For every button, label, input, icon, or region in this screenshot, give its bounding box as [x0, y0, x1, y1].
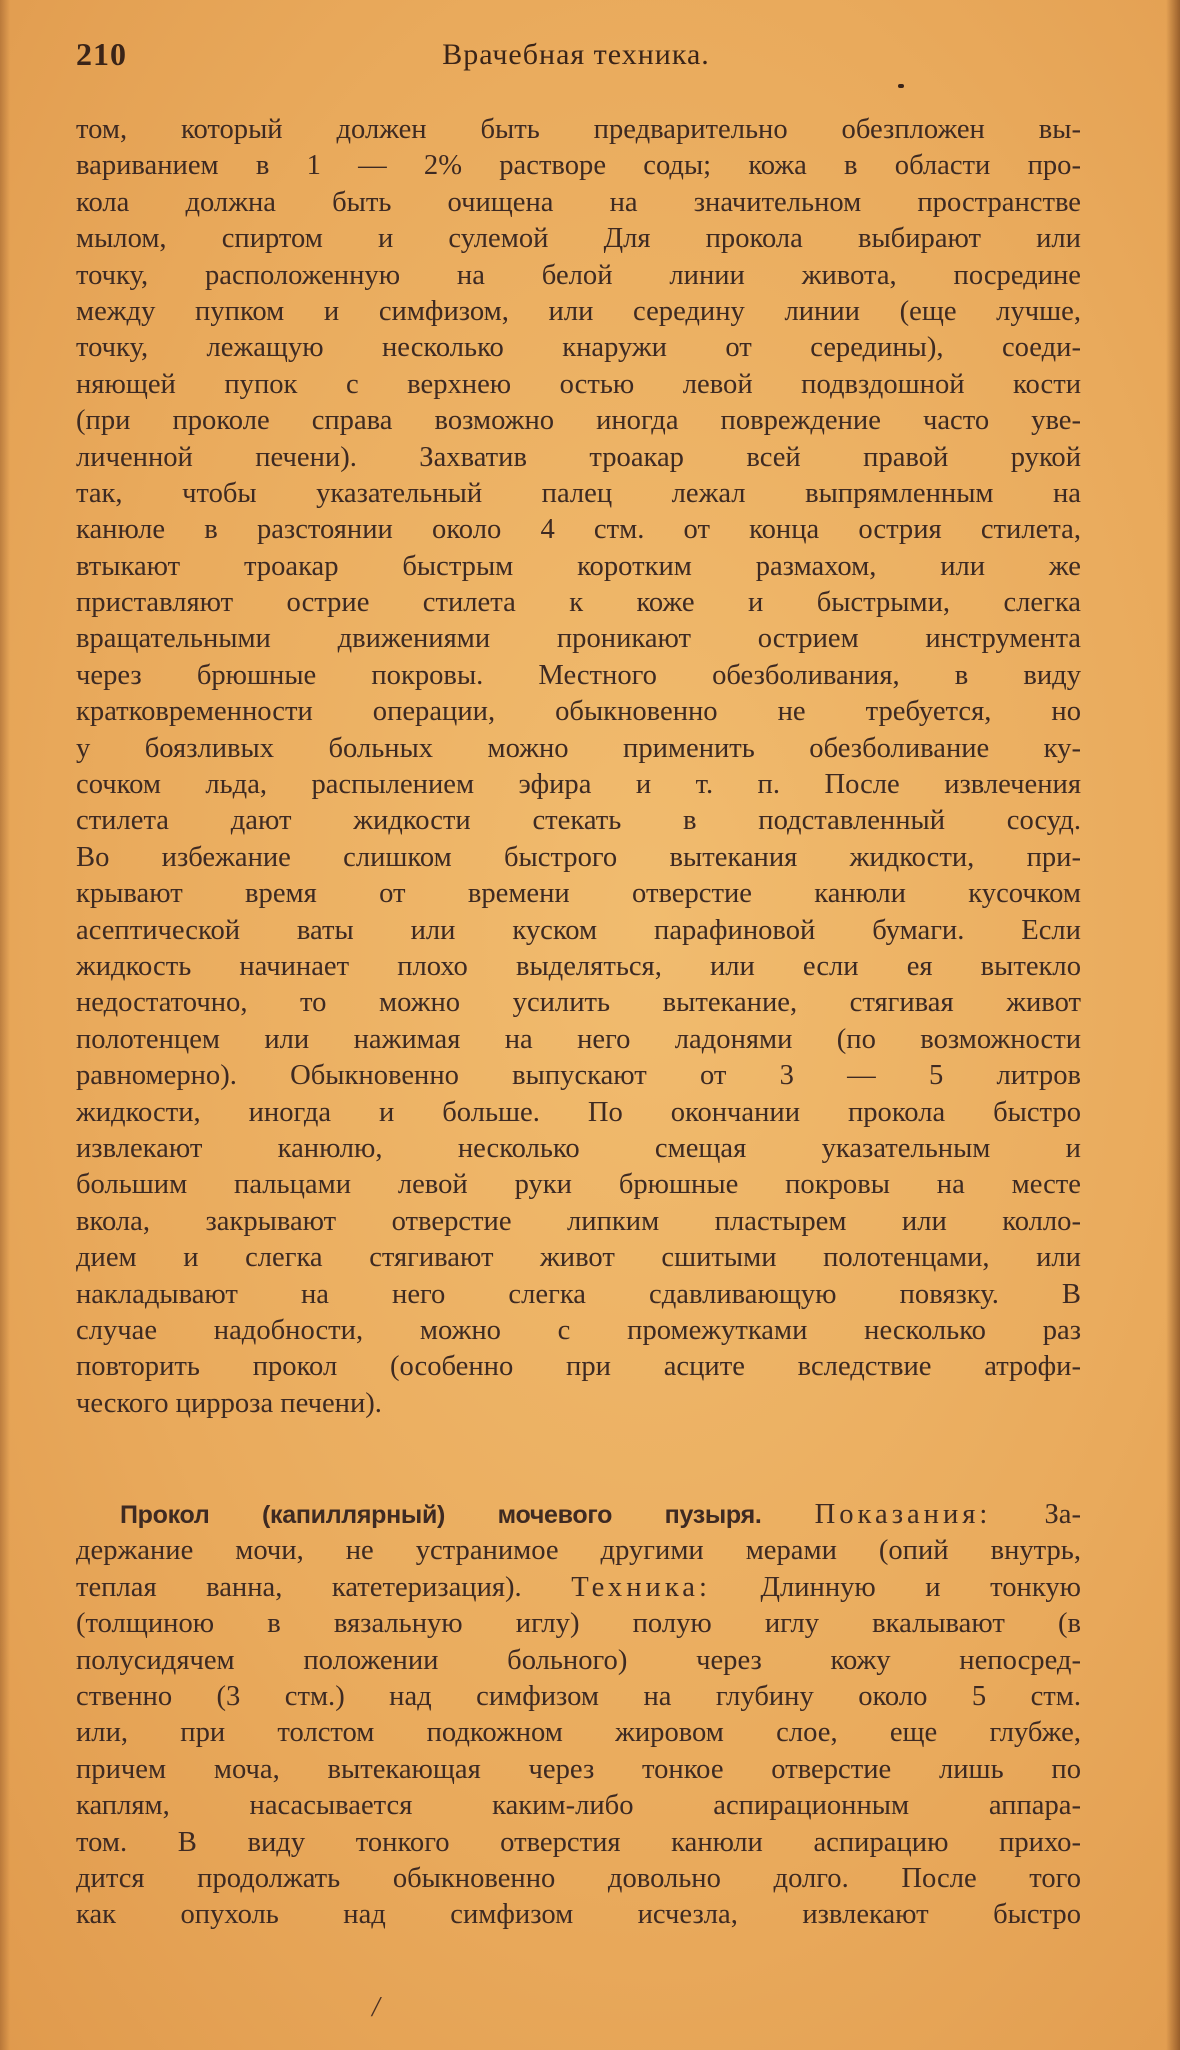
- text-line: кратковременности операции, обыкновенно не требуется, но: [76, 696, 1081, 728]
- text-line: [76, 1497, 1081, 1533]
- text-line: приставляют острие стилета к коже и быстрыми, слегка: [76, 587, 1081, 619]
- text-line: ственно (3 стм.) над симфизом на глубину около 5 стм.: [76, 1680, 1081, 1712]
- text-line: ческого цирроза печени).: [76, 1387, 382, 1419]
- text-line: недостаточно, то можно усилить вытекание, стягивая живот: [76, 987, 1081, 1019]
- text-run: За-: [1044, 1499, 1081, 1530]
- text-line: или, при толстом подкожном жировом слое, еще глубже,: [76, 1717, 1081, 1749]
- text-line: равномерно). Обыкновенно выпускают от 3 — 5 литров: [76, 1060, 1081, 1092]
- paragraph-1: [76, 112, 1081, 1422]
- text-line: между пупком и симфизом, или середину линии (еще лучше,: [76, 295, 1081, 327]
- text-line: [76, 1570, 1081, 1606]
- text-line: кола должна быть очищена на значительном пространстве: [76, 186, 1081, 218]
- text-line: каплям, насасывается каким-либо аспирационным аппара-: [76, 1790, 1081, 1822]
- text-line: полусидячем положении больного) через кожу непосред-: [76, 1644, 1081, 1676]
- footer-mark: /: [372, 1992, 380, 2023]
- text-line: стилета дают жидкости стекать в подставленный сосуд.: [76, 805, 1081, 837]
- label-indications: Показания:: [814, 1499, 992, 1530]
- text-line: канюле в разстоянии около 4 стм. от конца острия стилета,: [76, 514, 1081, 546]
- text-line: жидкости, иногда и больше. По окончании прокола быстро: [76, 1096, 1081, 1128]
- text-line: случае надобности, можно с промежутками несколько раз: [76, 1314, 1081, 1346]
- text-line: вращательными движениями проникают острием инструмента: [76, 623, 1081, 655]
- text-line: личенной печени). Захватив троакар всей правой рукой: [76, 441, 1081, 473]
- text-line: извлекают канюлю, несколько смещая указательным и: [76, 1132, 1081, 1164]
- text-line: через брюшные покровы. Местного обезболивания, в виду: [76, 659, 1081, 691]
- text-line: крывают время от времени отверстие канюли кусочком: [76, 878, 1081, 910]
- text-line: том, который должен быть предварительно обезпложен вы-: [76, 114, 1081, 145]
- label-technique: Техника:: [571, 1571, 711, 1603]
- text-line: точку, расположенную на белой линии живота, посредине: [76, 259, 1081, 291]
- text-line: повторить прокол (особенно при асците вследствие атрофи-: [76, 1351, 1081, 1383]
- text-run: теплая ванна, катетеризация).: [76, 1571, 522, 1603]
- text-line: жидкость начинает плохо выделяться, или если ея вытекло: [76, 950, 1081, 982]
- ink-speck: [898, 84, 904, 88]
- text-line: мылом, спиртом и сулемой Для прокола выбирают или: [76, 223, 1081, 255]
- section-heading: Прокол (капиллярный) мочевого пузыря.: [120, 1501, 762, 1529]
- page-header: [76, 36, 1076, 80]
- text-line: (толщиною в вязальную иглу) полую иглу вкалывают (в: [76, 1608, 1081, 1640]
- text-line: большим пальцами левой руки брюшные покровы на месте: [76, 1169, 1081, 1201]
- page-shadow-right: [1166, 0, 1180, 2050]
- page-number: 210: [76, 36, 127, 72]
- text-line: у боязливых больных можно применить обезболивание ку-: [76, 732, 1081, 764]
- text-line: дится продолжать обыкновенно довольно долго. После того: [76, 1862, 1081, 1894]
- text-run: Длинную и тонкую: [760, 1571, 1081, 1603]
- text-line: (при проколе справа возможно иногда повреждение часто уве-: [76, 405, 1081, 437]
- text-line: накладывают на него слегка сдавливающую повязку. В: [76, 1278, 1081, 1310]
- text-line: точку, лежащую несколько кнаружи от середины), соеди-: [76, 332, 1081, 364]
- text-line: Во избежание слишком быстрого вытекания жидкости, при-: [76, 841, 1081, 873]
- page-shadow-left: [0, 0, 10, 2050]
- text-line: том. В виду тонкого отверстия канюли аспирацию прихо-: [76, 1826, 1081, 1858]
- text-line: причем моча, вытекающая через тонкое отверстие лишь по: [76, 1753, 1081, 1785]
- text-line: так, чтобы указательный палец лежал выпрямленным на: [76, 477, 1081, 509]
- text-line: няющей пупок с верхнею остью левой подвздошной кости: [76, 368, 1081, 400]
- text-line: втыкают троакар быстрым коротким размахом, или же: [76, 550, 1081, 582]
- text-line: сочком льда, распылением эфира и т. п. После извлечения: [76, 769, 1081, 801]
- text-line: держание мочи, не устранимое другими мерами (опий внутрь,: [76, 1535, 1081, 1567]
- text-line: вариванием в 1 — 2% растворе соды; кожа в области про-: [76, 150, 1081, 182]
- text-line: асептической ваты или куском парафиновой бумаги. Если: [76, 914, 1081, 946]
- paragraph-2: [76, 1497, 1081, 1934]
- running-title: Врачебная техника.: [442, 38, 710, 71]
- text-line: дием и слегка стягивают живот сшитыми полотенцами, или: [76, 1242, 1081, 1274]
- text-line: полотенцем или нажимая на него ладонями (по возможности: [76, 1023, 1081, 1055]
- text-line: вкола, закрывают отверстие липким пластырем или колло-: [76, 1205, 1081, 1237]
- text-line: как опухоль над симфизом исчезла, извлекают быстро: [76, 1899, 1081, 1931]
